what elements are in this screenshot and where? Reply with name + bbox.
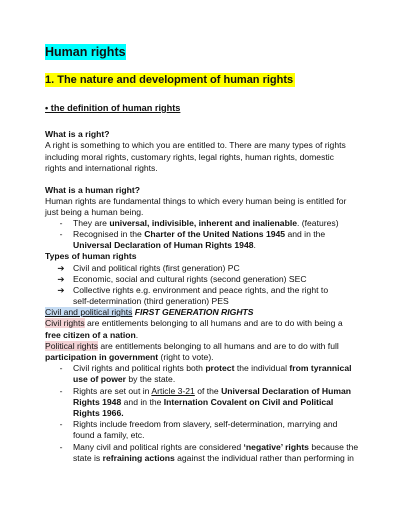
list-item: Civil and political rights (first generation) PC bbox=[73, 263, 240, 273]
list-item: Collective rights e.g. environment and peace rights, and the right to bbox=[73, 285, 329, 295]
dash-bullet: - bbox=[59, 442, 63, 452]
civil-political-link: Civil and political rights bbox=[45, 307, 133, 317]
document-title: Human rights bbox=[45, 45, 126, 59]
subsection-heading: • the definition of human rights bbox=[45, 103, 181, 113]
list-item-continuation: state is refraining actions against the individual rather than performing in bbox=[73, 453, 354, 463]
definition-line: free citizen of a nation. bbox=[45, 330, 139, 340]
paragraph-line: A right is something to which you are entitled to. There are many types of rights bbox=[45, 140, 346, 150]
dash-bullet: - bbox=[59, 229, 63, 239]
dash-bullet: - bbox=[59, 386, 63, 396]
list-item: Rights are set out in Article 3-21 of the Universal Declaration of Human bbox=[73, 386, 351, 396]
list-item: Civil rights and political rights both protect the individual from tyrannical bbox=[73, 363, 352, 373]
list-item-continuation: Rights 1966. bbox=[73, 408, 124, 418]
category-line bbox=[45, 307, 254, 318]
question-heading: What is a right? bbox=[45, 129, 110, 139]
list-item-continuation: use of power by the state. bbox=[73, 374, 176, 384]
arrow-bullet: ➔ bbox=[57, 274, 65, 284]
dash-bullet: - bbox=[59, 363, 63, 373]
list-item: Rights include freedom from slavery, self-determination, marrying and bbox=[73, 419, 338, 429]
section-heading: 1. The nature and development of human rights bbox=[45, 74, 294, 86]
question-heading: What is a human right? bbox=[45, 185, 141, 195]
list-item: Economic, social and cultural rights (second generation) SEC bbox=[73, 274, 307, 284]
types-heading: Types of human rights bbox=[45, 251, 137, 261]
list-item: Recognised in the Charter of the United Nations 1945 and in the bbox=[73, 229, 326, 239]
paragraph-line: including moral rights, customary rights, legal rights, human rights, domestic bbox=[45, 152, 334, 162]
list-item-continuation: found a family, etc. bbox=[73, 430, 145, 440]
dash-bullet: - bbox=[59, 218, 63, 228]
list-item: They are universal, indivisible, inherent and inalienable. (features) bbox=[73, 218, 339, 228]
article-link: Article 3-21 bbox=[151, 386, 195, 396]
first-generation-label: FIRST GENERATION RIGHTS bbox=[134, 307, 254, 317]
definition-line: participation in government (right to vote). bbox=[45, 352, 214, 362]
list-item-continuation: Universal Declaration of Human Rights 1948. bbox=[73, 240, 256, 250]
paragraph-line: Human rights are fundamental things to which every human being is entitled for bbox=[45, 196, 347, 206]
arrow-bullet: ➔ bbox=[57, 263, 65, 273]
arrow-bullet: ➔ bbox=[57, 285, 65, 295]
list-item-continuation: Rights 1948 and in the Internation Covalent on Civil and Political bbox=[73, 397, 334, 407]
dash-bullet: - bbox=[59, 419, 63, 429]
paragraph-line: rights and international rights. bbox=[45, 163, 158, 173]
list-item-continuation: self-determination (third generation) PES bbox=[73, 296, 229, 306]
paragraph-line: just being a human being. bbox=[45, 207, 144, 217]
list-item: Many civil and political rights are considered ‘negative’ rights because the bbox=[73, 442, 359, 452]
definition-line: Civil rights are entitlements belonging to all humans and are to do with being a bbox=[45, 318, 343, 328]
definition-line: Political rights are entitlements belonging to all humans and are to do with full bbox=[45, 341, 339, 351]
